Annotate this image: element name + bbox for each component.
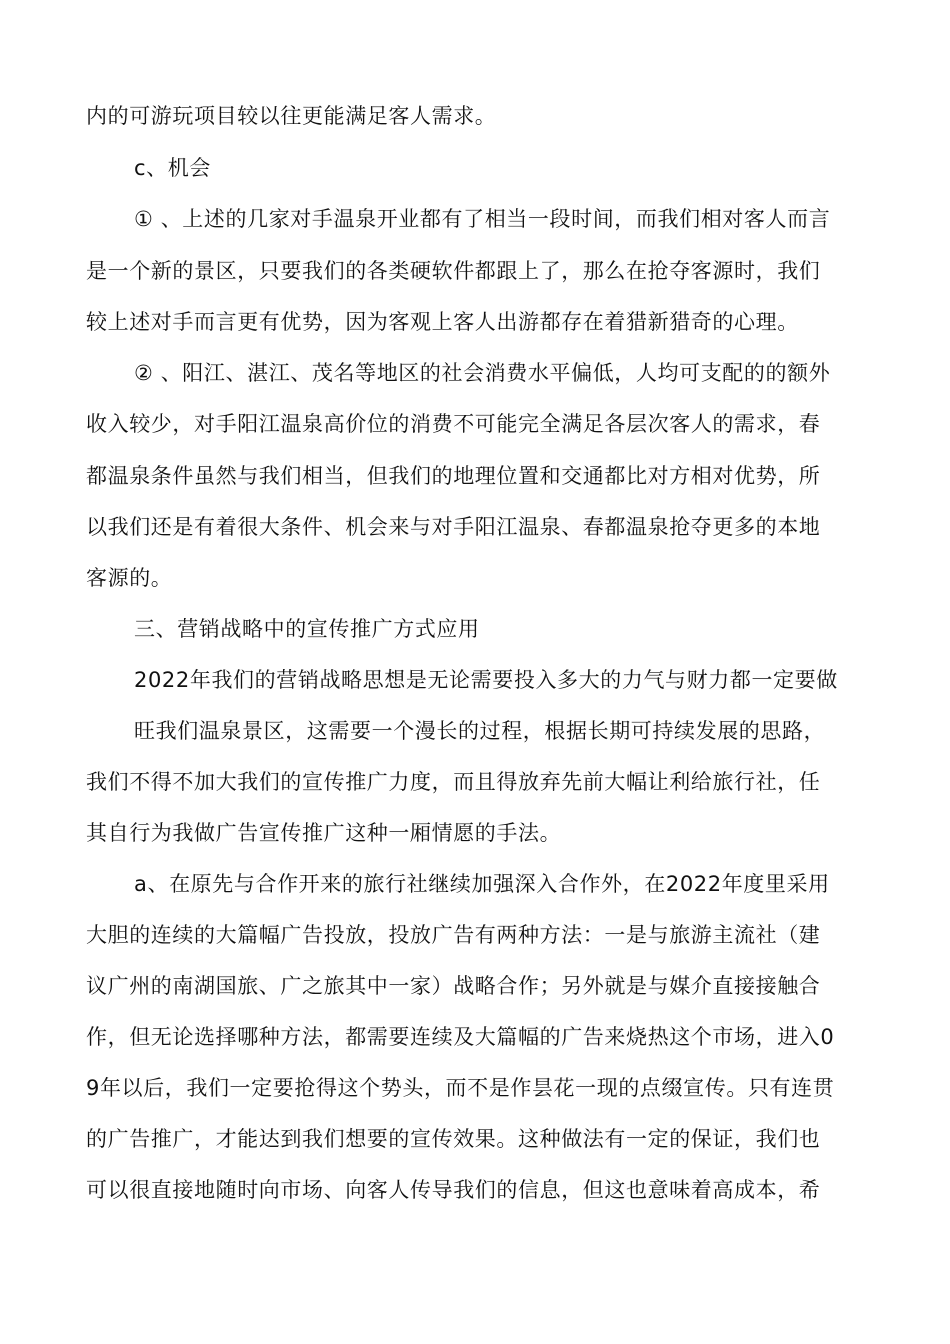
text-line: 内的可游玩项目较以往更能满足客人需求。 (86, 104, 497, 128)
text-line: 大胆的连续的大篇幅广告投放，投放广告有两种方法：一是与旅游主流社（建 (86, 923, 821, 947)
text-line: 2022年我们的营销战略思想是无论需要投入多大的力气与财力都一定要做 (134, 668, 838, 692)
text-line: 可以很直接地随时向市场、向客人传导我们的信息，但这也意味着高成本，希 (86, 1178, 821, 1202)
text-line: 客源的。 (86, 566, 173, 590)
text-line: 都温泉条件虽然与我们相当，但我们的地理位置和交通都比对方相对优势，所 (86, 464, 821, 488)
text-line: 旺我们温泉景区，这需要一个漫长的过程，根据长期可持续发展的思路， (134, 719, 826, 743)
section-heading-c: c、机会 (134, 156, 211, 180)
text-line: 9年以后，我们一定要抢得这个势头，而不是作昙花一现的点缀宣传。只有连贯 (86, 1076, 835, 1100)
text-line: a、在原先与合作开来的旅行社继续加强深入合作外，在2022年度里采用 (134, 872, 830, 896)
text-line: 收入较少，对手阳江温泉高价位的消费不可能完全满足各层次客人的需求，春 (86, 412, 821, 436)
text-line: ① 、上述的几家对手温泉开业都有了相当一段时间，而我们相对客人而言 (134, 207, 831, 231)
section-heading-3: 三、营销战略中的宣传推广方式应用 (134, 617, 480, 641)
text-line: 是一个新的景区，只要我们的各类硬软件都跟上了，那么在抢夺客源时，我们 (86, 259, 821, 283)
text-line: 以我们还是有着很大条件、机会来与对手阳江温泉、春都温泉抢夺更多的本地 (86, 515, 821, 539)
text-line: 的广告推广，才能达到我们想要的宣传效果。这种做法有一定的保证，我们也 (86, 1127, 821, 1151)
text-line: ② 、阳江、湛江、茂名等地区的社会消费水平偏低，人均可支配的的额外 (134, 361, 831, 385)
text-line: 作，但无论选择哪种方法，都需要连续及大篇幅的广告来烧热这个市场，进入0 (86, 1025, 835, 1049)
text-line: 较上述对手而言更有优势，因为客观上客人出游都存在着猎新猎奇的心理。 (86, 310, 799, 334)
text-line: 其自行为我做广告宣传推广这种一厢情愿的手法。 (86, 821, 562, 845)
text-line: 我们不得不加大我们的宣传推广力度，而且得放弃先前大幅让利给旅行社，任 (86, 770, 821, 794)
text-line: 议广州的南湖国旅、广之旅其中一家）战略合作；另外就是与媒介直接接触合 (86, 974, 821, 998)
